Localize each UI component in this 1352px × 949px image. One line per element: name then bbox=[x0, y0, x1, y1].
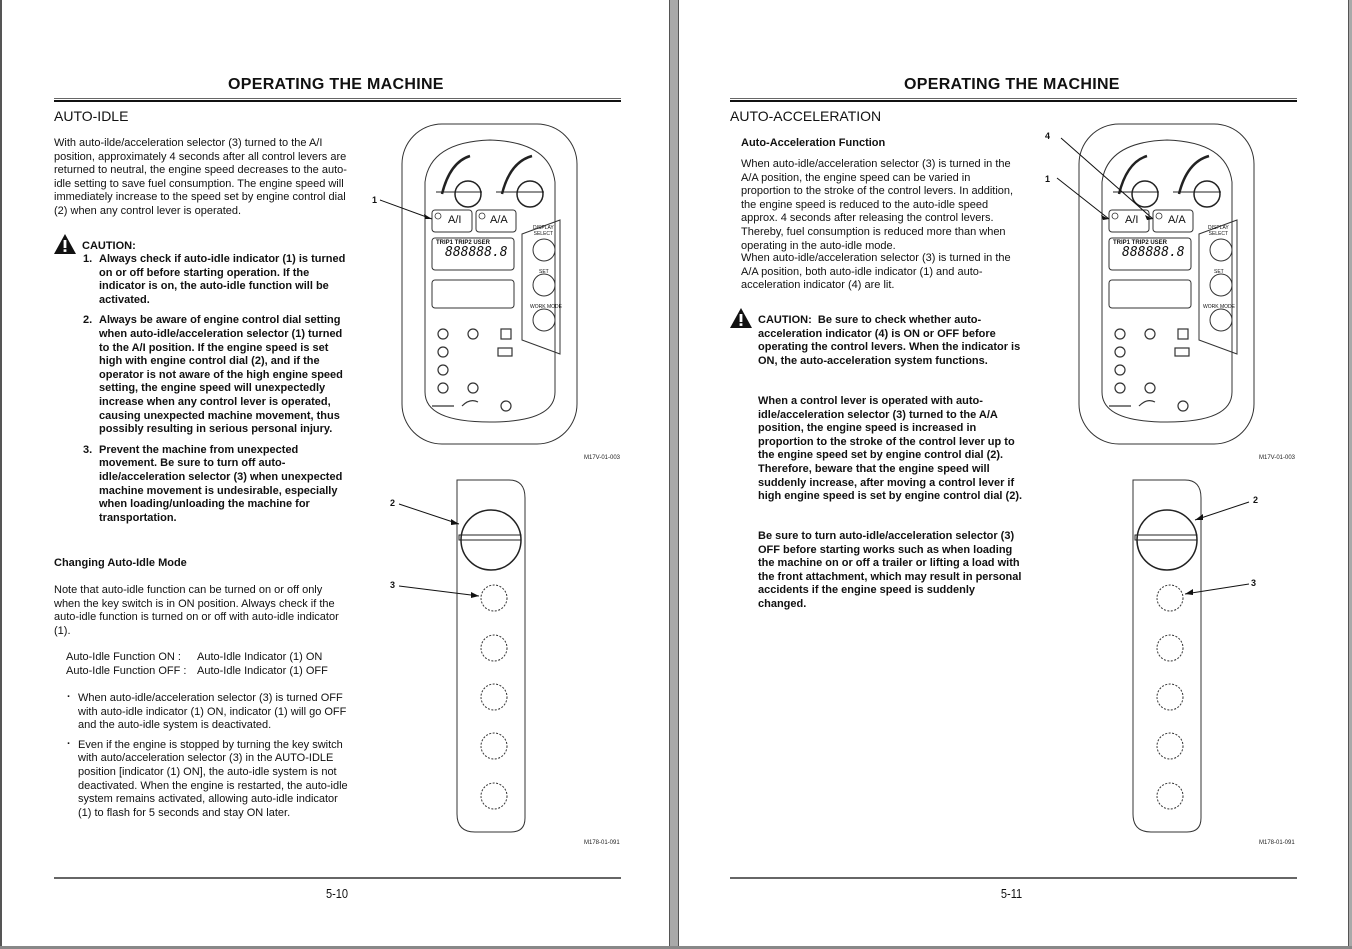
switch-panel-diagram bbox=[1129, 478, 1279, 838]
indicator-aa-label: A/A bbox=[1168, 214, 1186, 226]
section-title: AUTO-IDLE bbox=[54, 108, 129, 124]
auto-accel-paragraph: When auto-idle/acceleration selector (3) is turned in the A/A position, the engine speed can be varied in proportion to the stroke of the control levers. In addition, the engine speed is reduced to the auto-idle speed approx. 4 seconds after releasing the control levers. Thereby, fuel consumption is reduced more than when operating in the auto-idle mode. bbox=[741, 158, 1014, 252]
caution-paragraph-3: Be sure to turn auto-idle/acceleration selector (3) OFF before starting works such as when loading the machine on or off a trailer or lifting a load with the front attachment, which may result in personal accidents if the engine speed is suddenly changed. bbox=[758, 530, 1022, 610]
callout-3: 3 bbox=[390, 580, 396, 590]
caution-item: 1. Always check if auto-idle indicator (1) is turned on or off before starting operation. If the indicator is on, the auto-idle function will be activated. bbox=[83, 253, 346, 306]
indicator-ai-label: A/I bbox=[1125, 214, 1139, 226]
callout-3: 3 bbox=[1251, 578, 1257, 588]
monitor-panel-diagram bbox=[370, 122, 620, 452]
callout-1: 1 bbox=[1045, 174, 1051, 184]
warning-icon bbox=[730, 308, 752, 328]
callout-4: 4 bbox=[1045, 131, 1051, 141]
work-mode-label: WORK MODE bbox=[1203, 304, 1235, 310]
callout-2: 2 bbox=[390, 498, 396, 508]
caution-paragraph-2: When a control lever is operated with auto-idle/acceleration selector (3) turned to the A/A position, the engine speed is increased in proportion to the stroke of the control lever up to the engine speed set by engine control dial (2). Therefore, beware that the engine speed will suddenly increase, after moving a control lever if high engine speed is set by engine control dial (2). bbox=[758, 395, 1023, 503]
lcd-tabs: TRIP1 TRIP2 USER bbox=[1113, 240, 1168, 246]
page-5-10 bbox=[0, 0, 670, 946]
note-item: · When auto-idle/acceleration selector (3) is turned OFF with auto-idle indicator (1) ON, indicator (1) will go OFF and the auto-idle system is deactivated. bbox=[66, 692, 350, 733]
indicator-ai-label: A/I bbox=[448, 214, 462, 226]
monitor-panel-diagram bbox=[1041, 122, 1301, 452]
caution-paragraph: CAUTION: Be sure to check whether auto-acceleration indicator (4) is ON or OFF before operating the control levers. When the indicator is ON, the auto-acceleration system functions. bbox=[758, 314, 1021, 367]
warning-icon bbox=[54, 234, 76, 254]
page-gutter bbox=[670, 0, 678, 949]
caution-list bbox=[83, 253, 351, 532]
caution-item: 2. Always be aware of engine control dial setting when auto-idle/acceleration selector (1) turned to the A/I position. If the engine speed is set high with engine control dial (2), and if the operator is not aware of the high engine speed setting, the engine speed will unexpectedly increase when any control lever is operated, causing unexpected machine movement, thus possibly resulting in serious personal injury. bbox=[83, 314, 343, 436]
lcd-digits: 888888.8 bbox=[1122, 245, 1185, 260]
status-row-off: Auto-Idle Function OFF : Auto-Idle Indicator (1) OFF bbox=[66, 665, 328, 677]
lcd-tabs: TRIP1 TRIP2 USER bbox=[436, 240, 491, 246]
page-header: OPERATING THE MACHINE bbox=[904, 76, 1120, 93]
caution-label: CAUTION: bbox=[82, 240, 136, 252]
display-select-label: DISPLAY SELECT bbox=[1208, 225, 1229, 237]
callout-2: 2 bbox=[1253, 495, 1259, 505]
indicator-aa-label: A/A bbox=[490, 214, 508, 226]
figure-code: M178-01-091 bbox=[584, 840, 620, 846]
figure-code: M17V-01-003 bbox=[1259, 455, 1296, 461]
note-item: · Even if the engine is stopped by turning the key switch with auto/acceleration selector (3) in the AUTO-IDLE position [indicator (1) ON], the auto-idle system is not deactivated. When the engine is restarted, the auto-idle system remains activated, allowing auto-idle indicator (1) to flash for 5 seconds and stay ON later. bbox=[66, 739, 350, 821]
page-header: OPERATING THE MACHINE bbox=[228, 76, 444, 93]
footer-rule bbox=[54, 877, 621, 879]
display-select-label: DISPLAY SELECT bbox=[533, 225, 554, 237]
figure-code: M17V-01-003 bbox=[584, 455, 621, 461]
footer-rule bbox=[730, 877, 1297, 879]
page-number: 5-10 bbox=[325, 886, 349, 901]
work-mode-label: WORK MODE bbox=[530, 304, 562, 310]
section-title: AUTO-ACCELERATION bbox=[730, 108, 882, 124]
header-rule bbox=[730, 98, 1297, 102]
set-label: SET bbox=[539, 269, 549, 275]
figure-code: M178-01-091 bbox=[1259, 840, 1295, 846]
page-number: 5-11 bbox=[1000, 886, 1023, 901]
status-row-on: Auto-Idle Function ON : Auto-Idle Indicator (1) ON bbox=[66, 651, 323, 663]
callout-1: 1 bbox=[372, 195, 378, 205]
caution-item: 3. Prevent the machine from unexpected movement. Be sure to turn off auto-idle/acceleration selector (3) when unexpected machine movement is undesirable, especially when loading/unloading the machine for transportation. bbox=[83, 443, 343, 524]
intro-paragraph: With auto-ilde/acceleration selector (3) turned to the A/I position, approximately 4 seconds after all control levers are returned to neutral, the engine speed decreases to the auto-idle setting to save fuel consumption. The engine speed will immediately increase to the speed set by engine control dial (2) when any control lever is operated. bbox=[54, 137, 347, 217]
page-5-11 bbox=[678, 0, 1349, 946]
subsection-title: Changing Auto-Idle Mode bbox=[54, 557, 187, 569]
note-list bbox=[66, 692, 350, 826]
lcd-digits: 888888.8 bbox=[445, 245, 508, 260]
switch-panel-diagram bbox=[387, 478, 537, 838]
subsection-paragraph: Note that auto-idle function can be turned on or off only when the key switch is in ON position. Always check if the auto-idle function is turned on or off with auto-idle indicator (1). bbox=[54, 584, 339, 637]
header-rule bbox=[54, 98, 621, 102]
auto-accel-indicator-paragraph: When auto-idle/acceleration selector (3) is turned in the A/A position, both auto-idle indicator (1) and auto-acceleration indicator (4) are lit. bbox=[741, 252, 1011, 292]
subsection-title: Auto-Acceleration Function bbox=[741, 137, 886, 149]
set-label: SET bbox=[1214, 269, 1224, 275]
